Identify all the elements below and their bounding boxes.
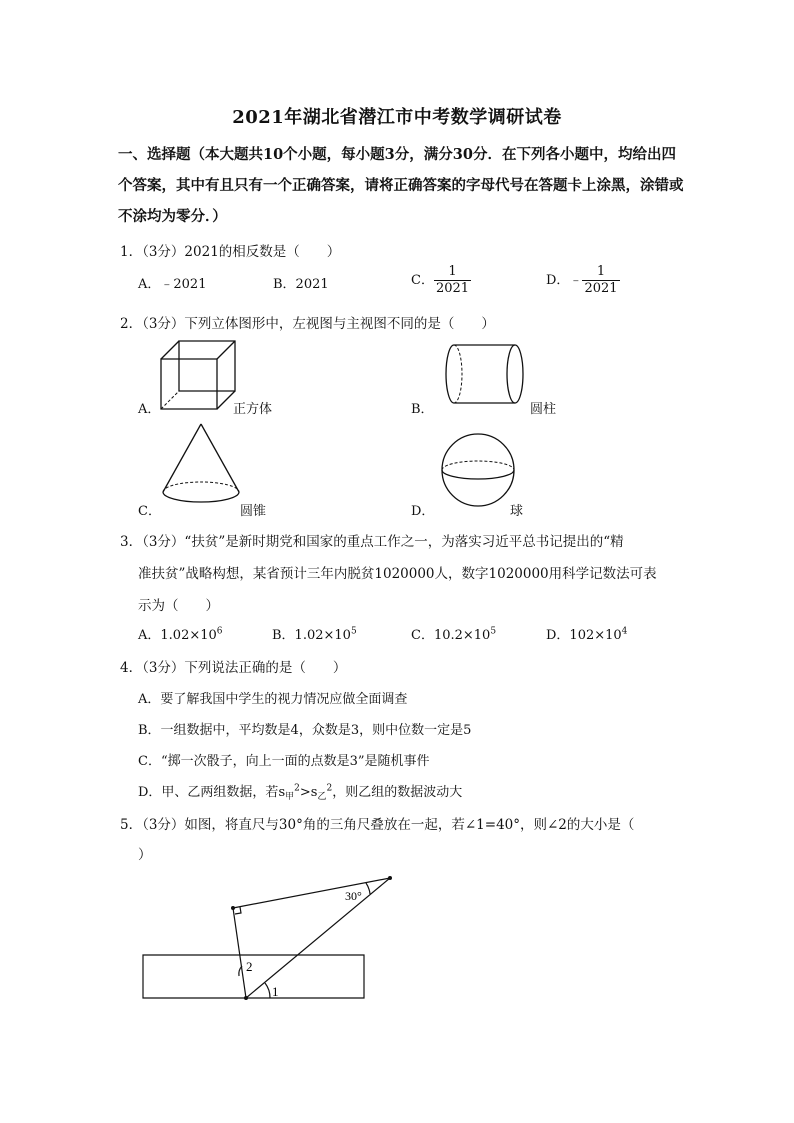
angle-1-label: 1: [272, 984, 279, 999]
q1-option-a: A．﹣2021: [138, 277, 207, 292]
q2-option-c-label: C．: [138, 504, 161, 519]
q3-d-base: D．102×10: [546, 628, 622, 643]
q1-stem: 1．（3分）2021的相反数是（ ）: [120, 244, 341, 260]
q3-option-c: [411, 624, 496, 643]
q4-d-sub1: 甲: [285, 792, 295, 802]
q3-c-exponent: 5: [490, 626, 497, 637]
angle-30-label: 30°: [345, 889, 362, 903]
q3-c-base: C．10.2×10: [411, 628, 491, 643]
vertex-dot: [231, 906, 235, 910]
cone-figure: [160, 422, 242, 506]
q3-stem-line1: 3．（3分）“扶贫”是新时期党和国家的重点工作之一，为落实习近平总书记提出的“精: [120, 534, 624, 550]
q1-option-b: B．2021: [273, 277, 329, 292]
q3-a-exponent: 6: [216, 626, 223, 637]
vertex-dot: [388, 876, 392, 880]
q1-d-denominator: 2021: [584, 281, 618, 296]
q1-option-c-fraction: [434, 264, 471, 297]
q4-d-sup2: 2: [326, 783, 333, 794]
q4-d-suffix: ，则乙组的数据波动大: [332, 785, 463, 800]
q4-d-sup1: 2: [294, 783, 300, 794]
q2-option-c-name: 圆锥: [240, 504, 267, 519]
q1-option-c-label: C．: [411, 273, 434, 288]
q4-stem: 4．（3分）下列说法正确的是（ ）: [120, 660, 347, 676]
section-instructions-line3: 不涂均为零分．）: [118, 208, 227, 225]
vertex-dot: [244, 996, 248, 1000]
q1-option-d: [546, 264, 620, 297]
q4-option-b: B．一组数据中，平均数是4，众数是3，则中位数一定是5: [138, 723, 472, 738]
q4-d-prefix: D．甲、乙两组数据，若: [138, 785, 279, 800]
q1-option-d-label: D．﹣: [546, 273, 583, 288]
q3-b-exponent: 5: [350, 626, 357, 637]
q2-option-d-label: D．: [411, 504, 435, 519]
q4-option-d: [138, 781, 462, 802]
q3-a-base: A．1.02×10: [138, 628, 217, 643]
q2-option-a-label: A．: [138, 402, 161, 417]
q3-option-d: [546, 624, 627, 643]
cylinder-figure: [444, 343, 524, 405]
q1-d-numerator: 1: [582, 264, 619, 281]
q4-d-sub2: 乙: [317, 792, 327, 802]
angle-2-label: 2: [246, 959, 253, 974]
page-title: 2021年湖北省潜江市中考数学调研试卷: [232, 107, 562, 128]
section-instructions-line2: 个答案，其中有且只有一个正确答案，请将正确答案的字母代号在答题卡上涂黑，涂错或: [118, 177, 684, 194]
q5-stem-line1: 5．（3分）如图，将直尺与30°角的三角尺叠放在一起，若∠1=40°，则∠2的大小是（: [120, 817, 635, 833]
q1-c-denominator: 2021: [435, 281, 470, 296]
q1-option-c: [411, 264, 471, 297]
q2-option-d-name: 球: [510, 504, 524, 519]
q2-option-a-name: 正方体: [233, 402, 273, 417]
q1-c-numerator: 1: [434, 264, 471, 281]
cube-figure: [160, 340, 238, 412]
q4-d-s1: s: [278, 785, 286, 800]
q4-option-a: A．要了解我国中学生的视力情况应做全面调查: [138, 692, 408, 707]
q3-d-exponent: 4: [621, 626, 628, 637]
ruler-triangle-figure: [130, 868, 410, 1013]
sphere-figure: [440, 432, 516, 508]
q3-option-b: [272, 624, 357, 643]
q5-stem-line2: ）: [138, 847, 152, 863]
q4-d-s2: s: [310, 785, 318, 800]
q3-stem-line2: 准扶贫”战略构想，某省预计三年内脱贫1020000人，数字1020000用科学记数法可表: [138, 566, 657, 582]
q2-stem: 2．（3分）下列立体图形中，左视图与主视图不同的是（ ）: [120, 316, 495, 332]
section-instructions-line1: 一、选择题（本大题共10个小题，每小题3分，满分30分．在下列各小题中，均给出四: [118, 146, 676, 163]
q1-option-d-fraction: [582, 264, 619, 297]
q3-option-a: [138, 624, 223, 643]
set-square: [233, 878, 390, 998]
q2-option-b-label: B．: [411, 402, 434, 417]
q2-option-b-name: 圆柱: [530, 402, 557, 417]
q4-d-gt: >: [299, 785, 311, 800]
q3-stem-line3: 示为（ ）: [138, 598, 219, 614]
q4-option-c: C．“掷一次骰子，向上一面的点数是3”是随机事件: [138, 754, 430, 769]
q3-b-base: B．1.02×10: [272, 628, 351, 643]
